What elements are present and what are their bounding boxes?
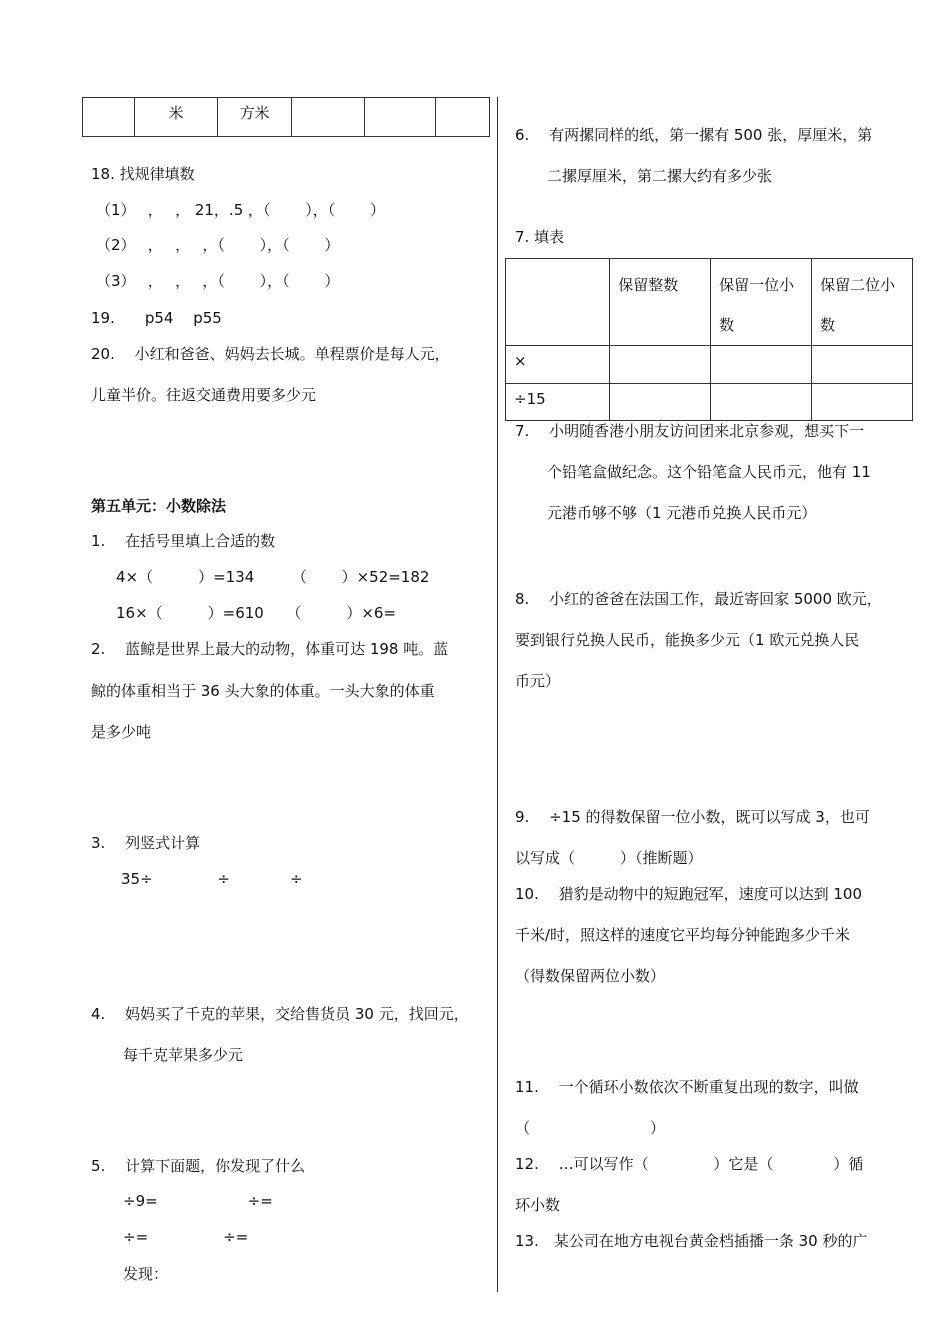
u1-title: 1. 在括号里填上合适的数 [91,532,276,550]
r12-line-1: 12. …可以写作（ ）它是（ ）循 [515,1155,864,1173]
r11-line-1: 11. 一个循环小数依次不断重复出现的数字，叫做 [515,1078,859,1096]
r6-line-1: 6. 有两摞同样的纸，第一摞有 500 张，厚厘米，第 [515,126,873,144]
u3-title: 3. 列竖式计算 [91,834,201,852]
table-header: 保留一位小数 [711,259,812,346]
table-cell: 方米 [218,98,292,137]
r7-title: 7. 填表 [515,228,565,246]
u1-row-1: 4×（ ）=134 （ ）×52=182 [116,568,430,586]
r9-line-1: 9. ÷15 的得数保留一位小数，既可以写成 3，也可 [515,808,870,826]
u2-line-2: 鲸的体重相当于 36 头大象的体重。一头大象的体重 [91,682,435,700]
table-cell [610,346,711,384]
u4-line-1: 4. 妈妈买了千克的苹果，交给售货员 30 元，找回元， [91,1005,469,1023]
r6-line-2: 二摞厚厘米，第二摞大约有多少张 [547,167,773,185]
table-cell: ÷15 [506,384,610,421]
q18-row-1: （1） ， ， 21，.5 ，（ ），（ ） [96,201,386,219]
u3-row: 35÷ ÷ ÷ [121,870,303,888]
table-cell [812,384,913,421]
q18-title: 18. 找规律填数 [91,165,195,183]
r11-line-2: （ ） [515,1119,666,1137]
fill-table [505,258,913,421]
table-cell [83,98,135,137]
column-divider [497,97,498,1292]
table-header: 保留二位小数 [812,259,913,346]
u5-row-2: ÷= ÷= [123,1228,249,1246]
table-row [506,346,913,384]
r12-line-2: 环小数 [515,1196,561,1214]
q20-line-1: 20. 小红和爸爸、妈妈去长城。单程票价是每人元， [91,345,450,363]
table-cell: × [506,346,610,384]
r7b-line-1: 7. 小明随香港小朋友访问团来北京参观，想买下一 [515,422,865,440]
table-cell [711,384,812,421]
r8-line-1: 8. 小红的爸爸在法国工作，最近寄回家 5000 欧元， [515,590,882,608]
r7b-line-3: 元港币够不够（1 元港币兑换人民币元） [547,504,817,522]
r8-line-2: 要到银行兑换人民币，能换多少元（1 欧元兑换人民 [515,631,860,649]
table-cell [812,346,913,384]
u2-line-3: 是多少吨 [91,723,152,741]
q20-line-2: 儿童半价。往返交通费用要多少元 [91,386,317,404]
r10-line-1: 10. 猎豹是动物中的短跑冠军，速度可以达到 100 [515,885,863,903]
table-cell [364,98,436,137]
r10-line-3: （得数保留两位小数） [515,967,666,985]
table-header: 保留整数 [610,259,711,346]
u1-row-2: 16×（ ）=610 （ ）×6= [116,604,397,622]
table-cell [436,98,490,137]
top-table [82,97,490,137]
table-header [506,259,610,346]
r7b-line-2: 个铅笔盒做纪念。这个铅笔盒人民币元，他有 11 [547,463,871,481]
u5-title: 5. 计算下面题，你发现了什么 [91,1157,306,1175]
r8-line-3: 币元） [515,672,561,690]
table-cell: 米 [134,98,218,137]
u4-line-2: 每千克苹果多少元 [123,1046,244,1064]
q18-row-3: （3） ， ， ，（ ），（ ） [96,272,340,290]
u2-line-1: 2. 蓝鲸是世界上最大的动物，体重可达 198 吨。蓝 [91,640,449,658]
u5-row-1: ÷9= ÷= [123,1192,273,1210]
r13-line-1: 13. 某公司在地方电视台黄金档插播一条 30 秒的广 [515,1232,868,1250]
u5-find: 发现： [123,1265,169,1283]
table-cell [292,98,365,137]
q18-row-2: （2） ， ， ，（ ），（ ） [96,236,340,254]
table-row [506,384,913,421]
r10-line-2: 千米/时，照这样的速度它平均每分钟能跑多少千米 [515,926,851,944]
r9-line-2: 以写成（ ）（推断题） [515,849,703,867]
table-cell [711,346,812,384]
q19: 19. p54 p55 [91,309,222,327]
unit-title: 第五单元：小数除法 [91,497,227,515]
table-cell [610,384,711,421]
